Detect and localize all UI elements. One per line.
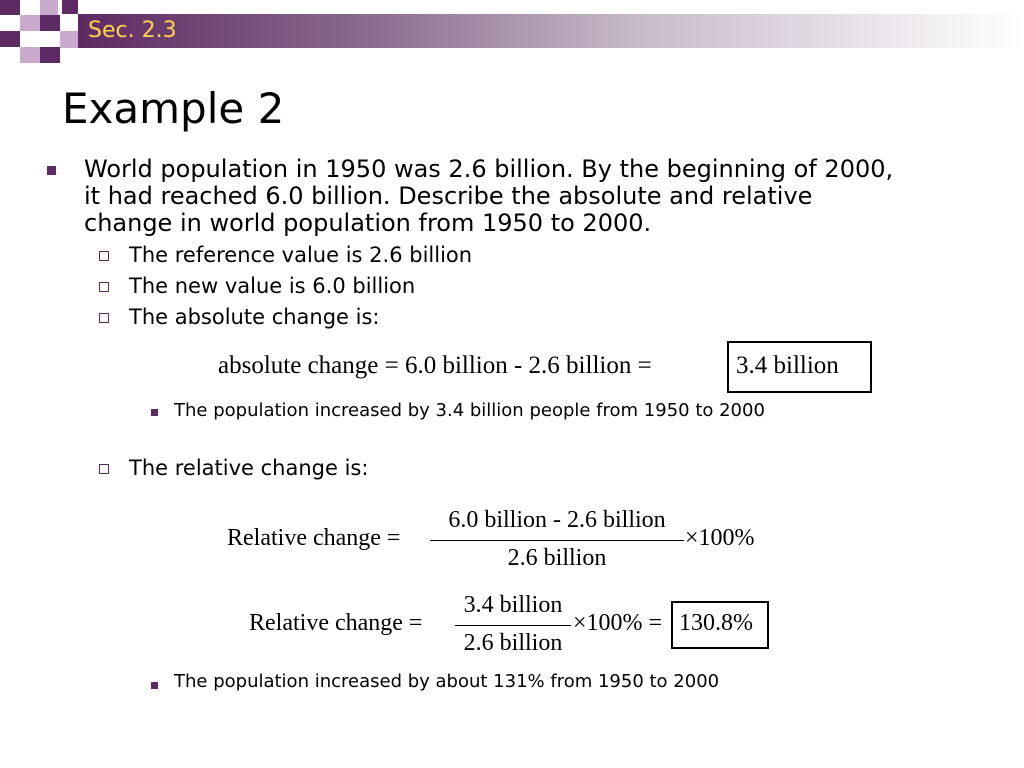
relative-change-intro: The relative change is: xyxy=(129,456,369,480)
section-label: Sec. 2.3 xyxy=(88,18,177,43)
absolute-change-equation: absolute change = 6.0 billion - 2.6 billion = xyxy=(218,352,652,379)
mosaic-square xyxy=(60,31,78,48)
sub-bullet-marker xyxy=(99,251,109,261)
relative-result: 130.8% xyxy=(679,610,753,636)
sub-bullet-marker xyxy=(99,464,109,474)
sub-bullet-marker xyxy=(99,313,109,323)
absolute-result: 3.4 billion xyxy=(736,352,839,379)
bullet-marker xyxy=(47,166,56,175)
new-value-text: The new value is 6.0 billion xyxy=(129,274,416,298)
subsub-bullet-marker xyxy=(151,409,158,416)
mosaic-square xyxy=(0,31,20,47)
relative-eq1-lhs: Relative change = xyxy=(227,525,401,551)
relative-eq2-denominator: 2.6 billion xyxy=(463,630,563,656)
header-bar xyxy=(78,14,1024,48)
reference-value-text: The reference value is 2.6 billion xyxy=(129,243,473,267)
relative-eq1-numerator: 6.0 billion - 2.6 billion xyxy=(448,507,666,533)
relative-eq2-lhs: Relative change = xyxy=(249,610,423,636)
slide-title: Example 2 xyxy=(62,84,285,133)
main-bullet-text: World population in 1950 was 2.6 billion. By the beginning of 2000, it had reached 6.0 billion. Describe the absolute and relative change in world population from 1950 to 2000. xyxy=(84,155,894,237)
fraction-line xyxy=(455,625,571,626)
relative-eq2-numerator: 3.4 billion xyxy=(463,592,563,618)
absolute-change-intro: The absolute change is: xyxy=(129,305,380,329)
mosaic-square xyxy=(20,47,40,63)
mosaic-square xyxy=(40,0,58,15)
subsub-bullet-marker xyxy=(151,682,158,689)
relative-note: The population increased by about 131% from 1950 to 2000 xyxy=(174,671,720,692)
relative-eq1-denominator: 2.6 billion xyxy=(507,545,607,571)
relative-eq1-multiplier: ×100% xyxy=(685,525,755,551)
mosaic-square xyxy=(20,15,40,31)
mosaic-square xyxy=(40,47,60,63)
sub-bullet-marker xyxy=(99,282,109,292)
mosaic-square xyxy=(0,0,20,15)
fraction-line xyxy=(430,540,684,541)
relative-eq2-multiplier: ×100% = xyxy=(573,610,663,636)
mosaic-square xyxy=(40,15,60,31)
absolute-note: The population increased by 3.4 billion people from 1950 to 2000 xyxy=(174,400,765,421)
mosaic-square xyxy=(62,0,78,14)
